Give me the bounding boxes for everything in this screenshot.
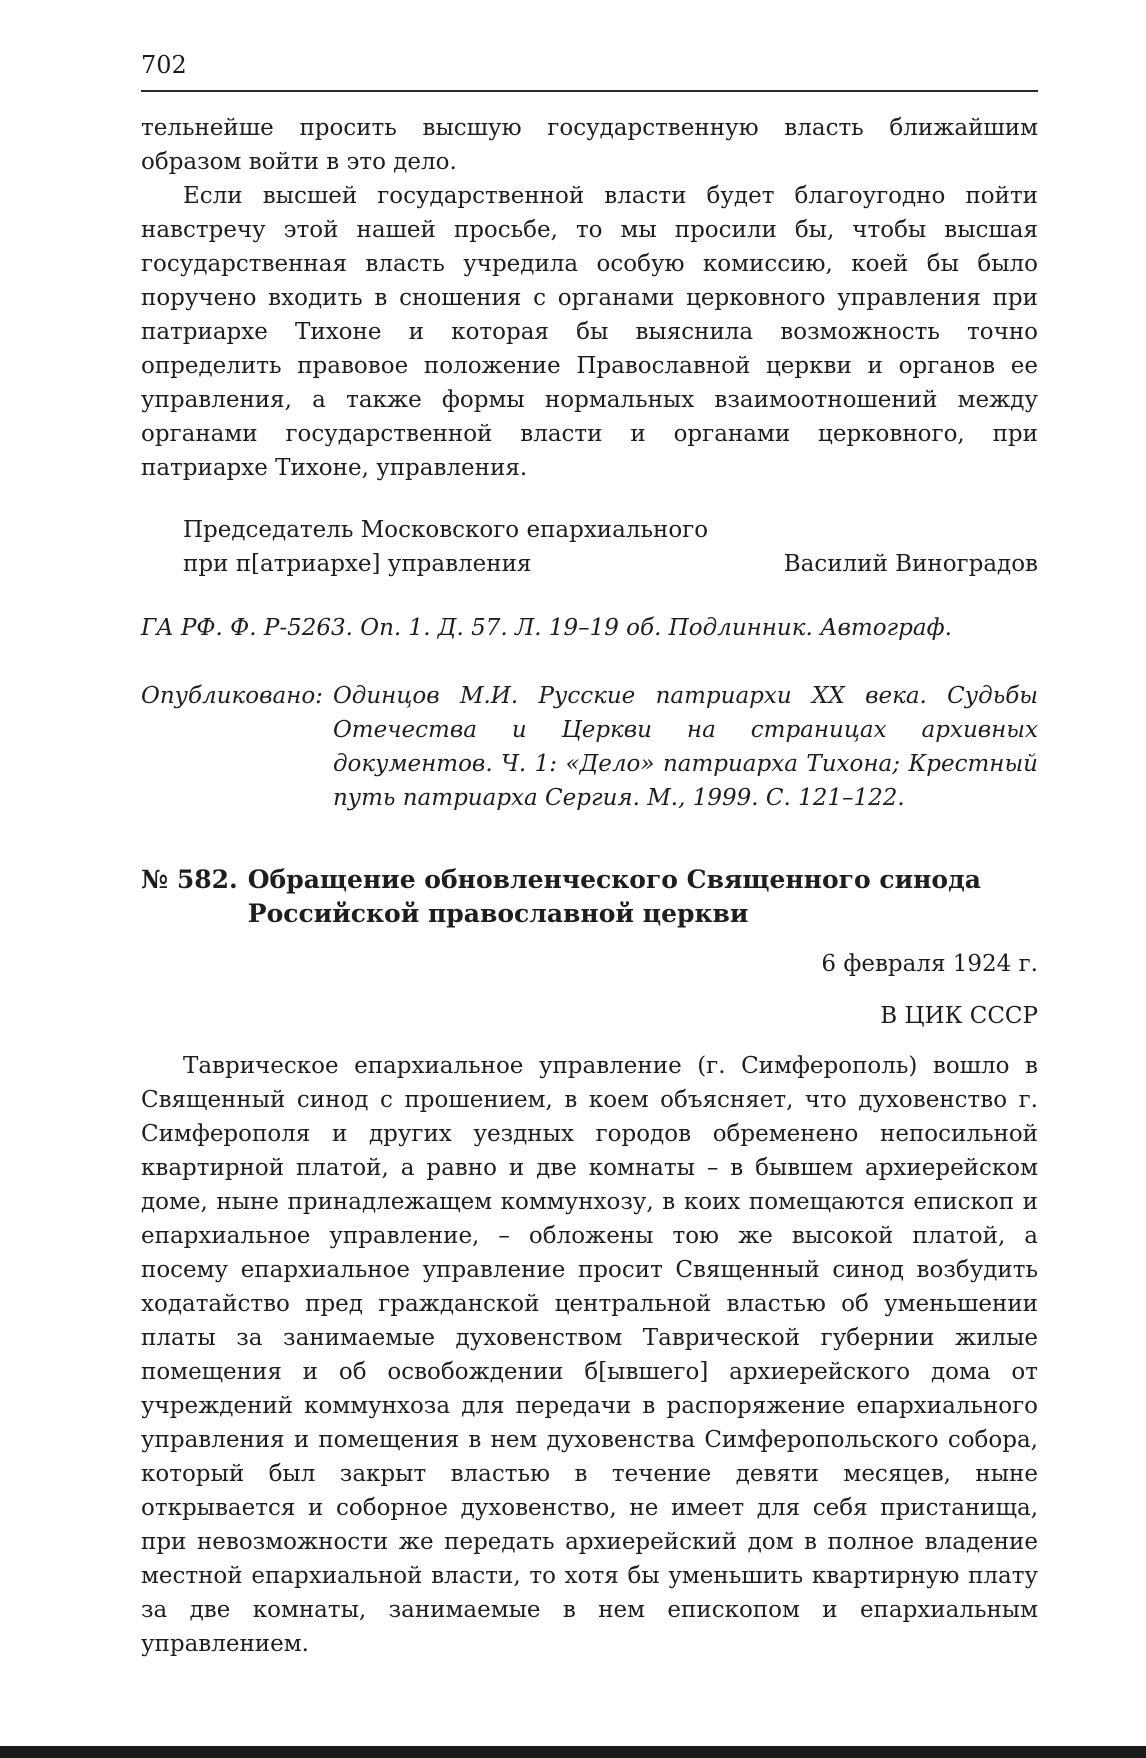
document-date: 6 февраля 1924 г. [821, 951, 1038, 977]
signature-block [141, 513, 1038, 581]
paragraph-continuation: тельнейше просить высшую государственную власть ближайшим образом войти в это дело. [141, 115, 1038, 175]
page-content [141, 111, 1038, 1661]
signature-row-2 [141, 547, 1038, 581]
signature-name: Василий Виноградов [783, 551, 1038, 577]
document-body: Таврическое епархиальное управление (г. Симферополь) вошло в Священный синод с прошением, в коем объясняет, что духовенство г. Симферополя и других уездных городов обременено непосильной квартирной платой, а равно и две комнаты – в бывшем архиерейском доме, ныне принадлежащем коммунхозу, в коих помещаются епископ и епархиальное управление, – обложены тою же высокой платой, а посему епархиальное управление просит Священный синод возбудить ходатайство пред гражданской центральной властью об уменьшении платы за занимаемые духовенством Таврической губернии жилые помещения и об освобождении б[ывшего] архиерейского дома от учреждений коммунхоза для передачи в распоряжение епархиального управления и помещения в нем духовенства Симферопольского собора, который был закрыт властью в течение девяти месяцев, ныне открывается и соборное духовенство, не имеет для себя пристанища, при невозможности же передать архиерейский дом в полное владение местной епархиальной власти, то хотя бы уменьшить квартирную плату за две комнаты, занимаемые в нем епископом и епархиальным управлением. [141, 1053, 1038, 1657]
header-rule [141, 90, 1038, 92]
page-bottom-edge [0, 1746, 1146, 1758]
signature-row-1 [141, 513, 1038, 547]
document-addressee: В ЦИК СССР [880, 1003, 1038, 1029]
document-title: Обращение обновленческого Священного синода Российской православной церкви [247, 865, 981, 928]
document-heading [141, 863, 1038, 931]
document-number: № 582. [141, 865, 238, 894]
signature-title-line1: Председатель Московского епархиального [183, 517, 709, 543]
signature-title-line2: при п[атриархе] управления [183, 551, 532, 577]
archive-reference: ГА РФ. Ф. Р-5263. Оп. 1. Д. 57. Л. 19–19 об. Подлинник. Автограф. [141, 615, 952, 641]
paragraph-request: Если высшей государственной власти будет благоугодно пойти навстречу этой нашей просьбе, то мы просили бы, чтобы высшая государственная власть учредила особую комиссию, коей бы было поручено входить в сношения с органами церковного управления при патриархе Тихоне и которая бы выяснила возможность точно определить правовое положение Православной церкви и органов ее управления, а также формы нормальных взаимоотношений между органами государственной власти и органами церковного, при патриархе Тихоне, управления. [141, 183, 1038, 481]
published-text: Одинцов М.И. Русские патриархи XX века. Судьбы Отечества и Церкви на страницах архивных документов. Ч. 1: «Дело» патриарха Тихона; Крестный путь патриарха Сергия. М., 1999. С. 121–122. [332, 683, 1038, 811]
published-label: Опубликовано: [141, 683, 323, 709]
publication-reference [141, 679, 1038, 815]
page-number: 702 [141, 51, 187, 79]
